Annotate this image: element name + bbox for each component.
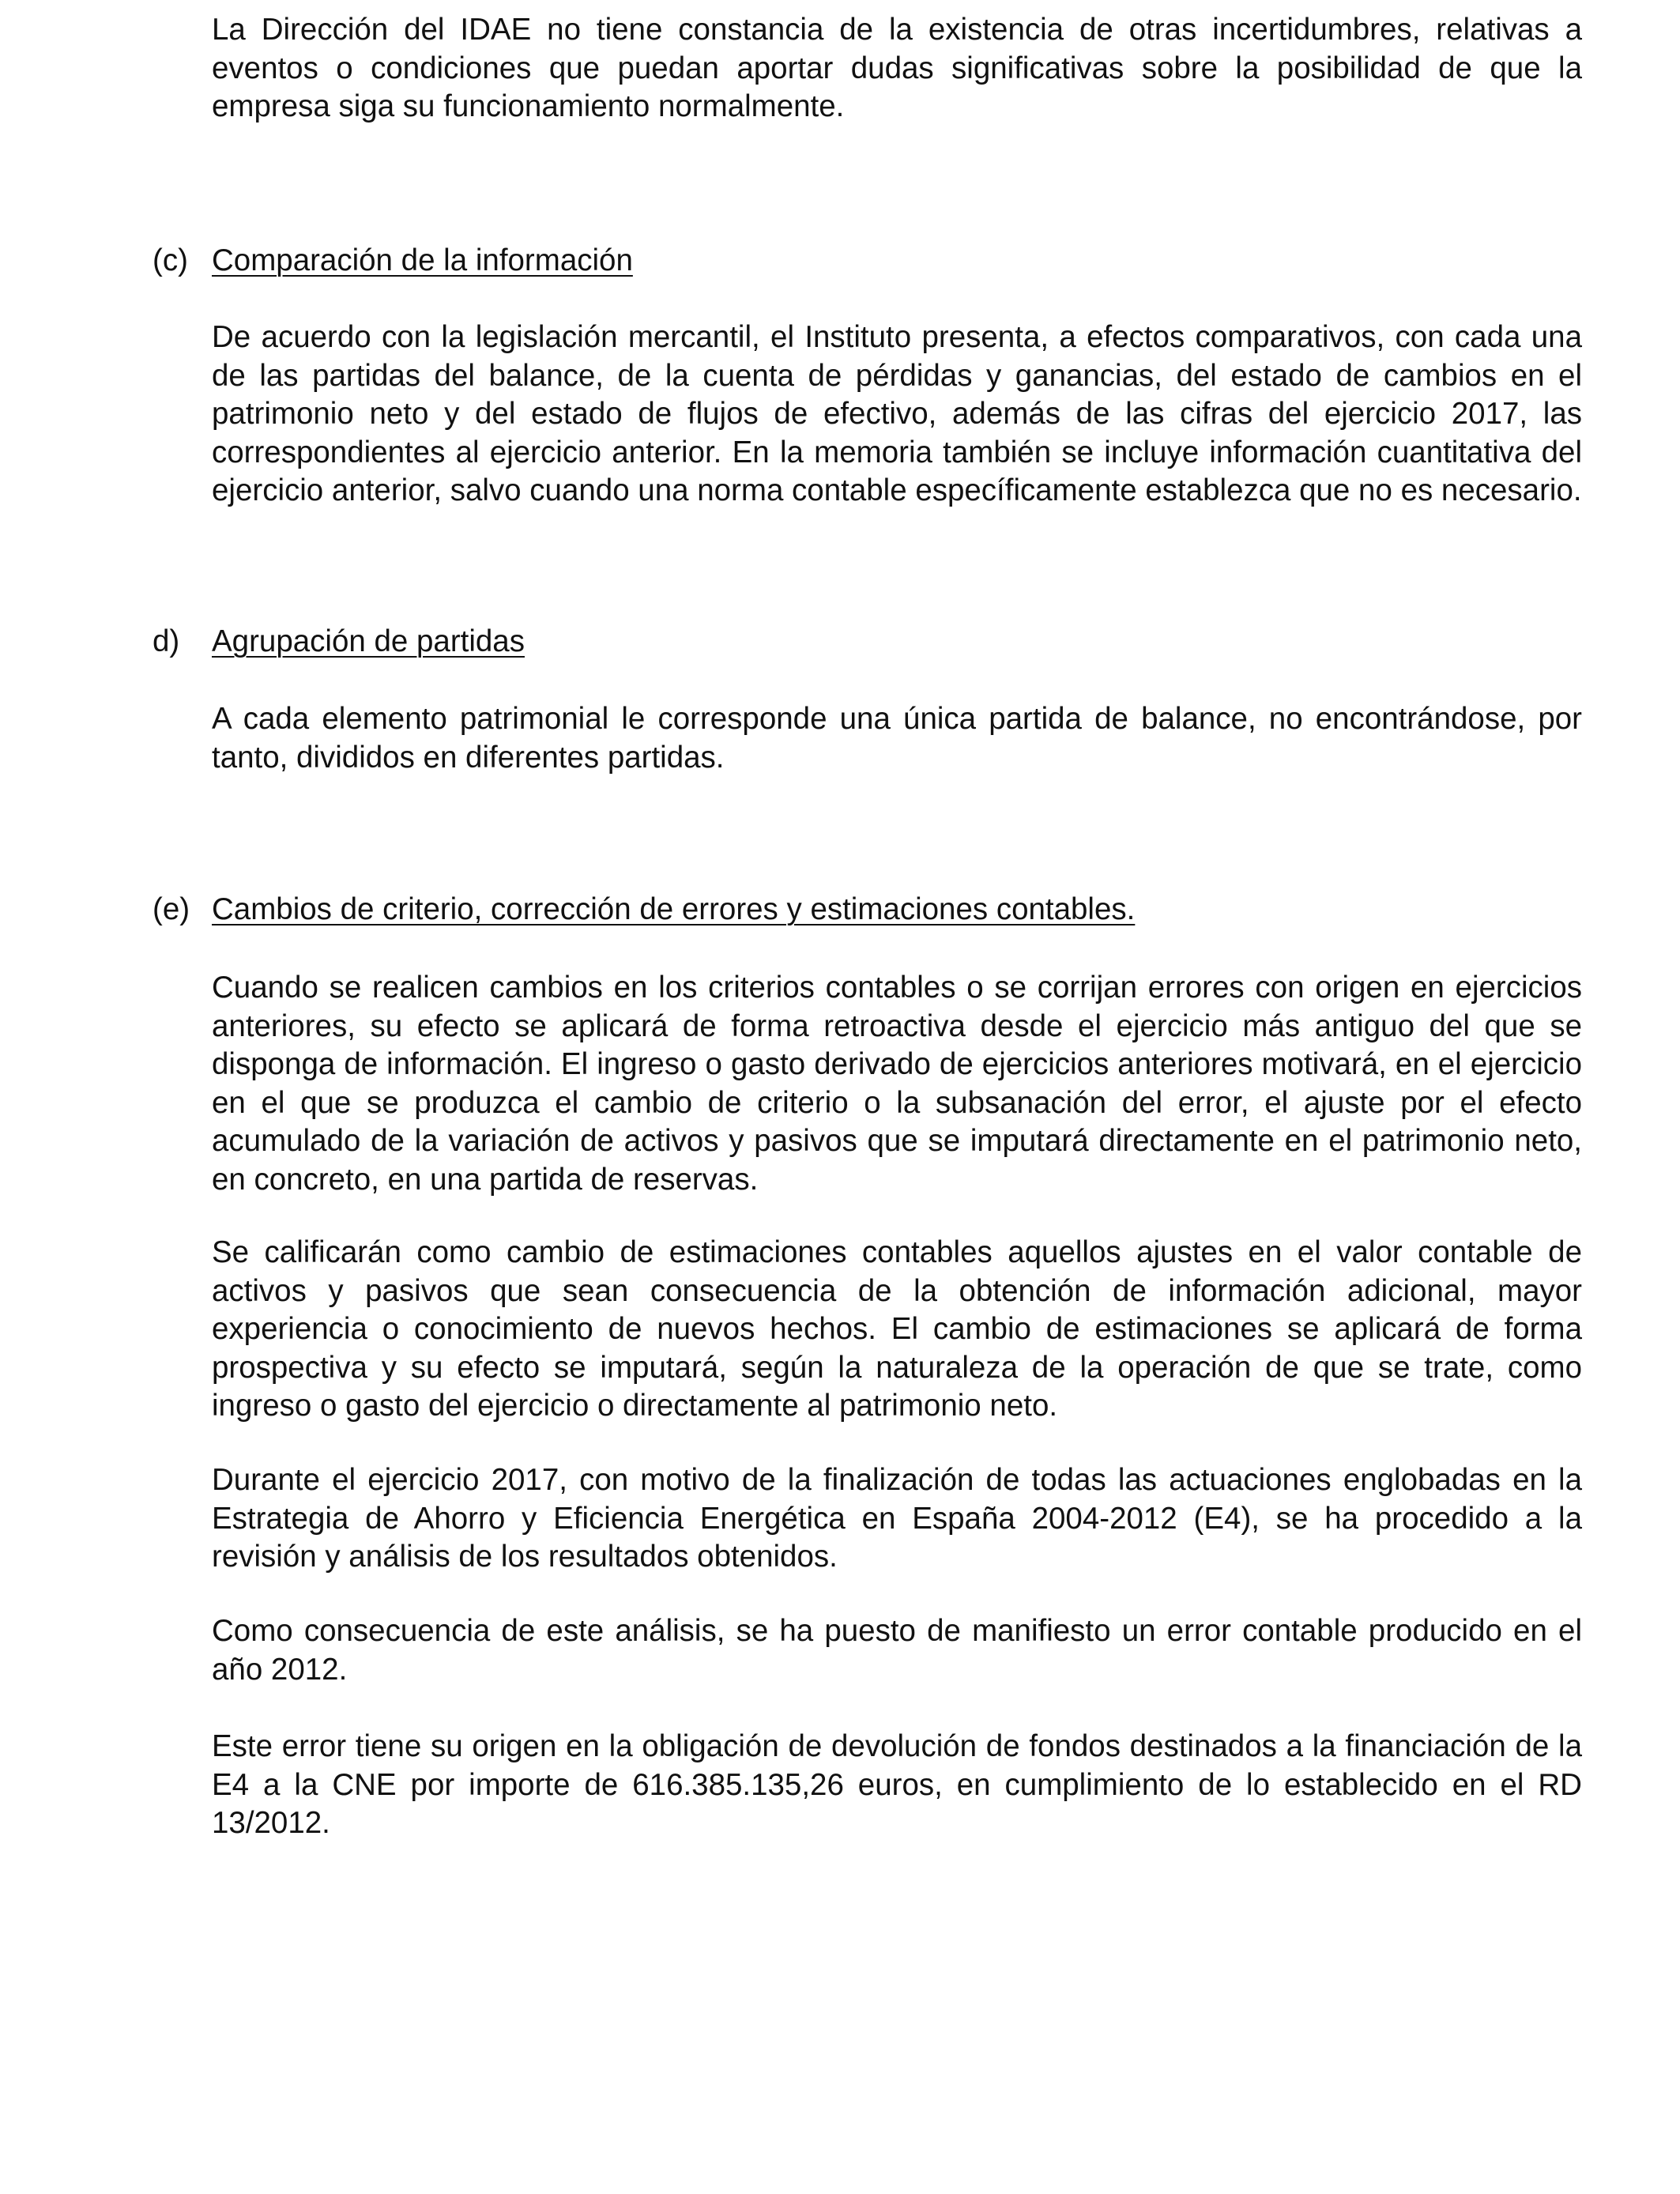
section-heading-e [0, 891, 1680, 930]
section-e-paragraph-1: Cuando se realicen cambios en los criterios contables o se corrijan errores con origen en ejercicios anteriores, su efecto se aplicará de forma retroactiva desde el ejercicio más antiguo del que se disponga de información. El ingreso o gasto derivado de ejercicios anteriores motivará, en el ejercicio en el que se produzca el cambio de criterio o la subsanación del error, el ajuste por el efecto acumulado de la variación de activos y pasivos que se imputará directamente en el patrimonio neto, en concreto, en una partida de reservas. [212, 971, 1582, 1197]
section-label: d) [153, 624, 180, 658]
section-title: Cambios de criterio, corrección de errores y estimaciones contables. [212, 892, 1136, 926]
section-e-paragraph-2: Se calificarán como cambio de estimaciones contables aquellos ajustes en el valor contable de activos y pasivos que sean consecuencia de la obtención de información adicional, mayor experiencia o conocimiento de nuevos hechos. El cambio de estimaciones se aplicará de forma prospectiva y su efecto se imputará, según la naturaleza de la operación de que se trate, como ingreso o gasto del ejercicio o directamente al patrimonio neto. [212, 1235, 1582, 1423]
section-c-paragraph-1: De acuerdo con la legislación mercantil, el Instituto presenta, a efectos comparativos, con cada una de las partidas del balance, de la cuenta de pérdidas y ganancias, del estado de cambios en el patrimonio neto y del estado de flujos de efectivo, además de las cifras del ejercicio 2017, las correspondientes al ejercicio anterior. En la memoria también se incluye información cuantitativa del ejercicio anterior, salvo cuando una norma contable específicamente establezca que no es necesario. [212, 320, 1582, 507]
intro-paragraph: La Dirección del IDAE no tiene constancia de la existencia de otras incertidumbres, relativas a eventos o condiciones que puedan aportar dudas significativas sobre la posibilidad de que la empresa siga su funcionamiento normalmente. [212, 13, 1582, 123]
section-label: (e) [153, 892, 190, 926]
section-label: (c) [153, 243, 188, 277]
section-e-paragraph-4: Como consecuencia de este análisis, se ha puesto de manifiesto un error contable producido en el año 2012. [212, 1614, 1582, 1687]
section-e-paragraph-3: Durante el ejercicio 2017, con motivo de la finalización de todas las actuaciones englobadas en la Estrategia de Ahorro y Eficiencia Energética en España 2004-2012 (E4), se ha procedido a la revisión y análisis de los resultados obtenidos. [212, 1463, 1582, 1574]
section-title: Comparación de la información [212, 243, 633, 277]
section-heading-d [0, 623, 1680, 662]
section-heading-c [0, 242, 1680, 281]
section-title: Agrupación de partidas [212, 624, 525, 658]
section-e-paragraph-5: Este error tiene su origen en la obligación de devolución de fondos destinados a la financiación de la E4 a la CNE por importe de 616.385.135,26 euros, en cumplimiento de lo establecido en el RD 13/2012. [212, 1729, 1582, 1840]
section-d-paragraph-1: A cada elemento patrimonial le corresponde una única partida de balance, no encontrándose, por tanto, divididos en diferentes partidas. [212, 702, 1582, 775]
